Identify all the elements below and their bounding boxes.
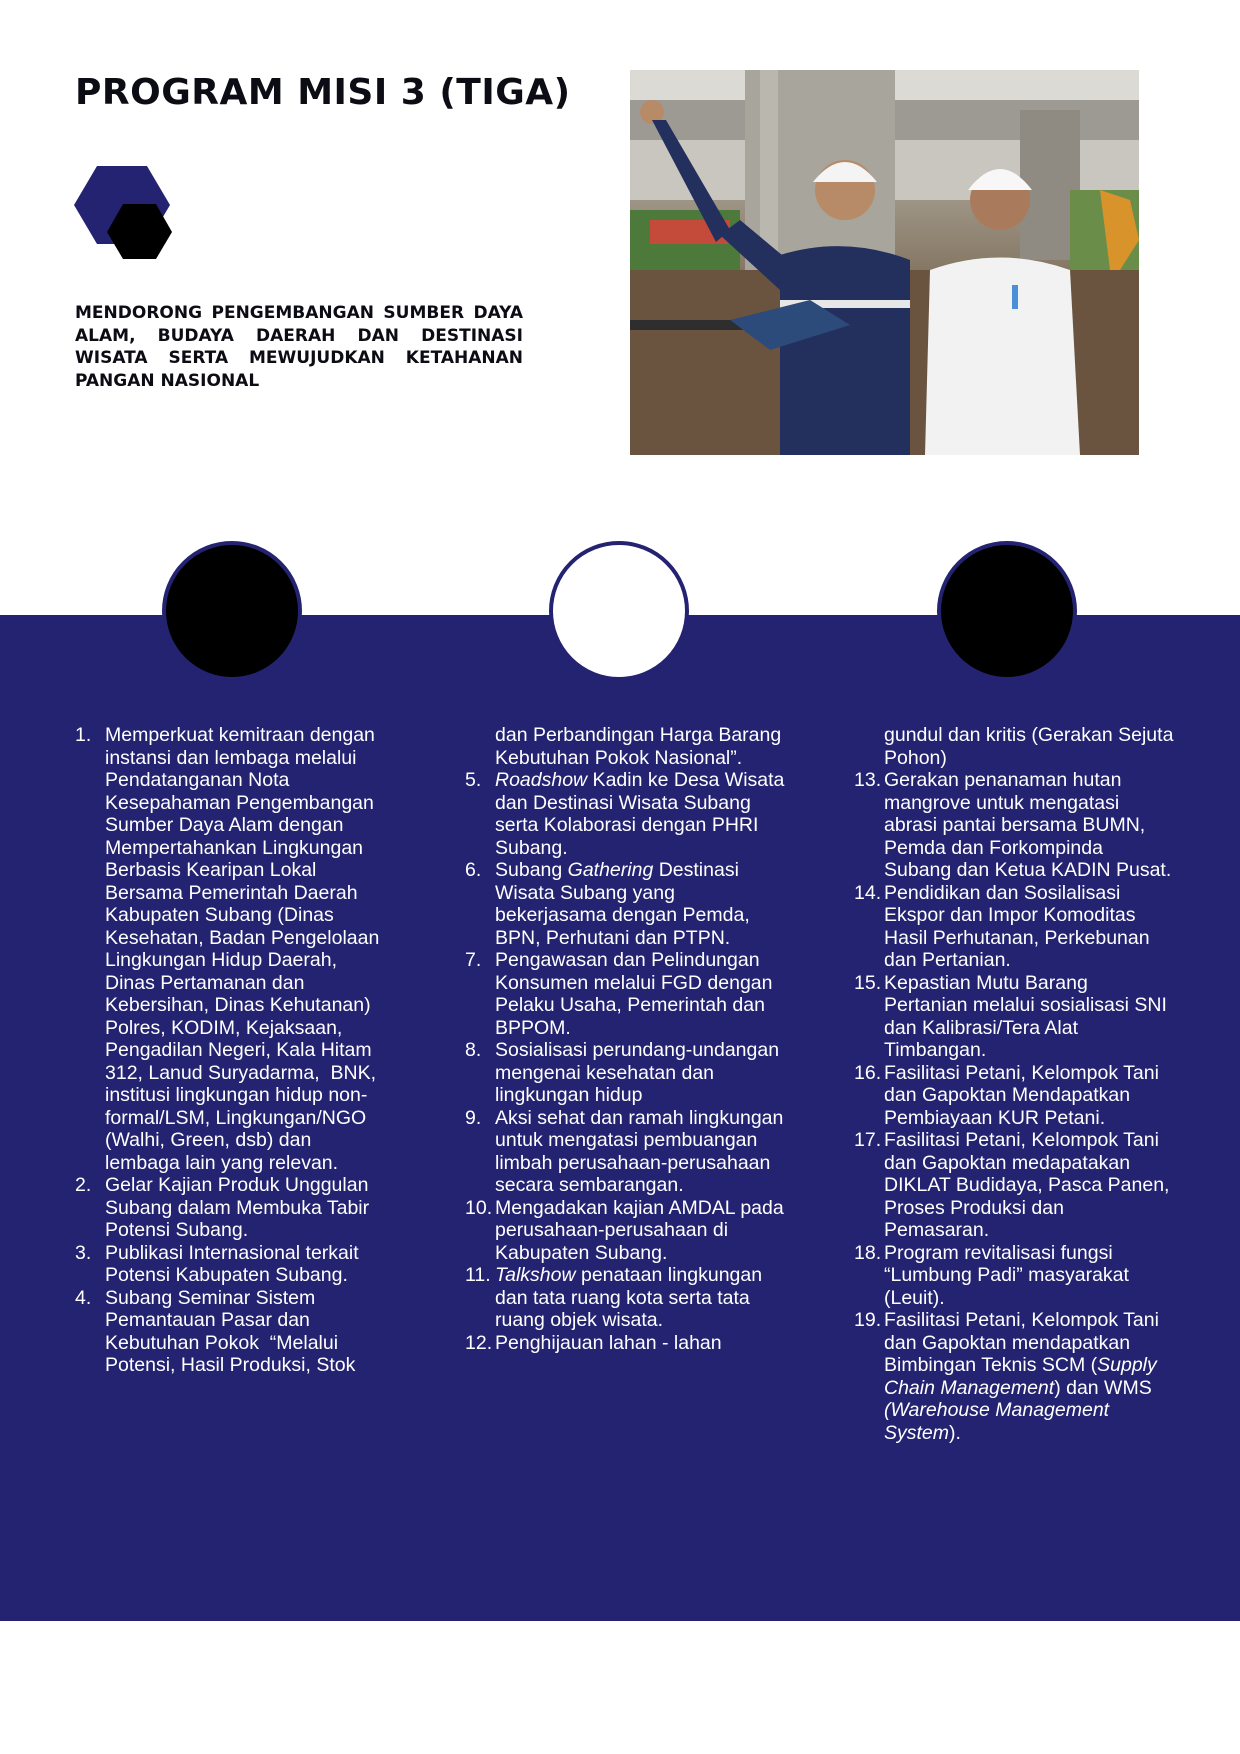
- program-item: [75, 1174, 380, 1242]
- program-item-text: Fasilitasi Petani, Kelompok Tani dan Gapoktan Mendapatkan Pembiayaan KUR Petani.: [884, 1061, 1159, 1129]
- program-item-number: 9.: [465, 1106, 482, 1129]
- program-item: [465, 1039, 785, 1107]
- program-item-number: 8.: [465, 1039, 482, 1061]
- program-column-1: [75, 724, 380, 1377]
- program-item-number: 2.: [75, 1174, 92, 1196]
- program-item: [854, 972, 1174, 1062]
- program-item-text: Mengadakan kajian AMDAL pada perusahaan-perusahaan di Kabupaten Subang.: [495, 1196, 784, 1264]
- circle-marker-center: [549, 541, 689, 681]
- program-item-number: 18.: [854, 1241, 882, 1264]
- program-item: [465, 1197, 785, 1265]
- program-item-text: Fasilitasi Petani, Kelompok Tani dan Gapoktan medapatakan DIKLAT Budidaya, Pasca Panen, Proses Produksi dan Pemasaran.: [884, 1129, 1170, 1241]
- construction-site-photo: [630, 70, 1139, 455]
- program-item-number: 7.: [465, 949, 482, 971]
- program-item-text: Publikasi Internasional terkait Potensi Kabupaten Subang.: [105, 1241, 359, 1286]
- program-item-number: 3.: [75, 1241, 92, 1264]
- program-item-text: Program revitalisasi fungsi “Lumbung Padi” masyarakat (Leuit).: [884, 1241, 1129, 1309]
- program-item: [75, 1287, 380, 1377]
- circle-marker-right: [937, 541, 1077, 681]
- program-item: [854, 882, 1174, 972]
- program-item-number: 6.: [465, 859, 482, 881]
- program-item-number: 12.: [465, 1331, 493, 1354]
- program-item-number: 1.: [75, 724, 92, 746]
- page-title: PROGRAM MISI 3 (TIGA): [75, 72, 571, 113]
- program-item: [465, 1264, 785, 1332]
- program-item-text: Memperkuat kemitraan dengan instansi dan lembaga melalui Pendatanganan Nota Kesepahaman Pengembangan Sumber Daya Alam dengan Mempertahankan Lingkungan Berbasis Kearipan Lokal Bersama Pemerintah Daerah Kabupaten Subang (Dinas Kesehatan, Badan Pengelolaan Lingkungan Hidup Daerah, Dinas Pertamanan dan Kebersihan, Dinas Kehutanan) Polres, KODIM, Kejaksaan, Pengadilan Negeri, Kala Hitam 312, Lanud Suryadarma, BNK, institusi lingkungan hidup non-formal/LSM, Lingkungan/NGO (Walhi, Green, dsb) dan lembaga lain yang relevan.: [105, 724, 380, 1174]
- program-item-text: Talkshow penataan lingkungan dan tata ruang kota serta tata ruang objek wisata.: [495, 1264, 763, 1331]
- program-item-text: gundul dan kritis (Gerakan Sejuta Pohon): [884, 724, 1174, 769]
- program-item-number: 15.: [854, 971, 882, 994]
- program-item-text: Subang Gathering Destinasi Wisata Subang yang bekerjasama dengan Pemda, BPN, Perhutani dan PTPN.: [495, 859, 750, 949]
- program-item: [854, 1309, 1174, 1444]
- program-column-3: [854, 724, 1174, 1444]
- program-item-number: 10.: [465, 1196, 493, 1219]
- program-item: [465, 724, 785, 769]
- program-item-number: 4.: [75, 1286, 92, 1309]
- program-item-text: Pengawasan dan Pelindungan Konsumen melalui FGD dengan Pelaku Usaha, Pemerintah dan BPPOM.: [495, 949, 773, 1039]
- program-item-number: 5.: [465, 769, 482, 791]
- program-item-number: 16.: [854, 1061, 882, 1084]
- program-item-number: 19.: [854, 1309, 882, 1331]
- program-item-text: dan Perbandingan Harga Barang Kebutuhan Pokok Nasional”.: [495, 724, 782, 769]
- program-column-2: [465, 724, 785, 1354]
- program-item: [854, 1062, 1174, 1130]
- program-item-text: Penghijauan lahan - lahan: [495, 1331, 722, 1354]
- program-item-text: Subang Seminar Sistem Pemantauan Pasar dan Kebutuhan Pokok “Melalui Potensi, Hasil Produksi, Stok: [105, 1286, 356, 1376]
- program-item: [854, 1129, 1174, 1242]
- program-item-text: Gelar Kajian Produk Unggulan Subang dalam Membuka Tabir Potensi Subang.: [105, 1174, 370, 1241]
- program-item: [854, 1242, 1174, 1310]
- program-item-number: 17.: [854, 1129, 882, 1151]
- program-item: [465, 1107, 785, 1197]
- program-item-text: Pendidikan dan Sosilalisasi Ekspor dan Impor Komoditas Hasil Perhutanan, Perkebunan dan Pertanian.: [884, 881, 1150, 971]
- program-item-number: 13.: [854, 769, 882, 791]
- hexagon-pair-icon: [74, 164, 174, 260]
- program-item: [465, 859, 785, 949]
- program-item: [75, 1242, 380, 1287]
- program-item-text: Sosialisasi perundang-undangan mengenai kesehatan dan lingkungan hidup: [495, 1039, 780, 1106]
- program-item-text: Kepastian Mutu Barang Pertanian melalui sosialisasi SNI dan Kalibrasi/Tera Alat Timbangan.: [884, 971, 1167, 1061]
- program-item: [465, 1332, 785, 1355]
- circle-marker-left: [162, 541, 302, 681]
- program-item-text: Gerakan penanaman hutan mangrove untuk mengatasi abrasi pantai bersama BUMN, Pemda dan Forkompinda Subang dan Ketua KADIN Pusat.: [884, 769, 1172, 881]
- mission-subtitle: MENDORONG PENGEMBANGAN SUMBER DAYA ALAM, BUDAYA DAERAH DAN DESTINASI WISATA SERTA MEWUJUDKAN KETAHANAN PANGAN NASIONAL: [75, 303, 523, 391]
- program-item: [854, 724, 1174, 769]
- program-item-text: Fasilitasi Petani, Kelompok Tani dan Gapoktan mendapatkan Bimbingan Teknis SCM (Supply Chain Management) dan WMS (Warehouse Management System).: [884, 1309, 1159, 1444]
- program-item-number: 11.: [465, 1264, 491, 1286]
- program-item-number: 14.: [854, 881, 882, 904]
- program-item-text: Roadshow Kadin ke Desa Wisata dan Destinasi Wisata Subang serta Kolaborasi dengan PHRI Subang.: [495, 769, 785, 859]
- program-item: [465, 769, 785, 859]
- program-item: [465, 949, 785, 1039]
- program-item: [75, 724, 380, 1174]
- program-item: [854, 769, 1174, 882]
- program-item-text: Aksi sehat dan ramah lingkungan untuk mengatasi pembuangan limbah perusahaan-perusahaan secara sembarangan.: [495, 1106, 784, 1196]
